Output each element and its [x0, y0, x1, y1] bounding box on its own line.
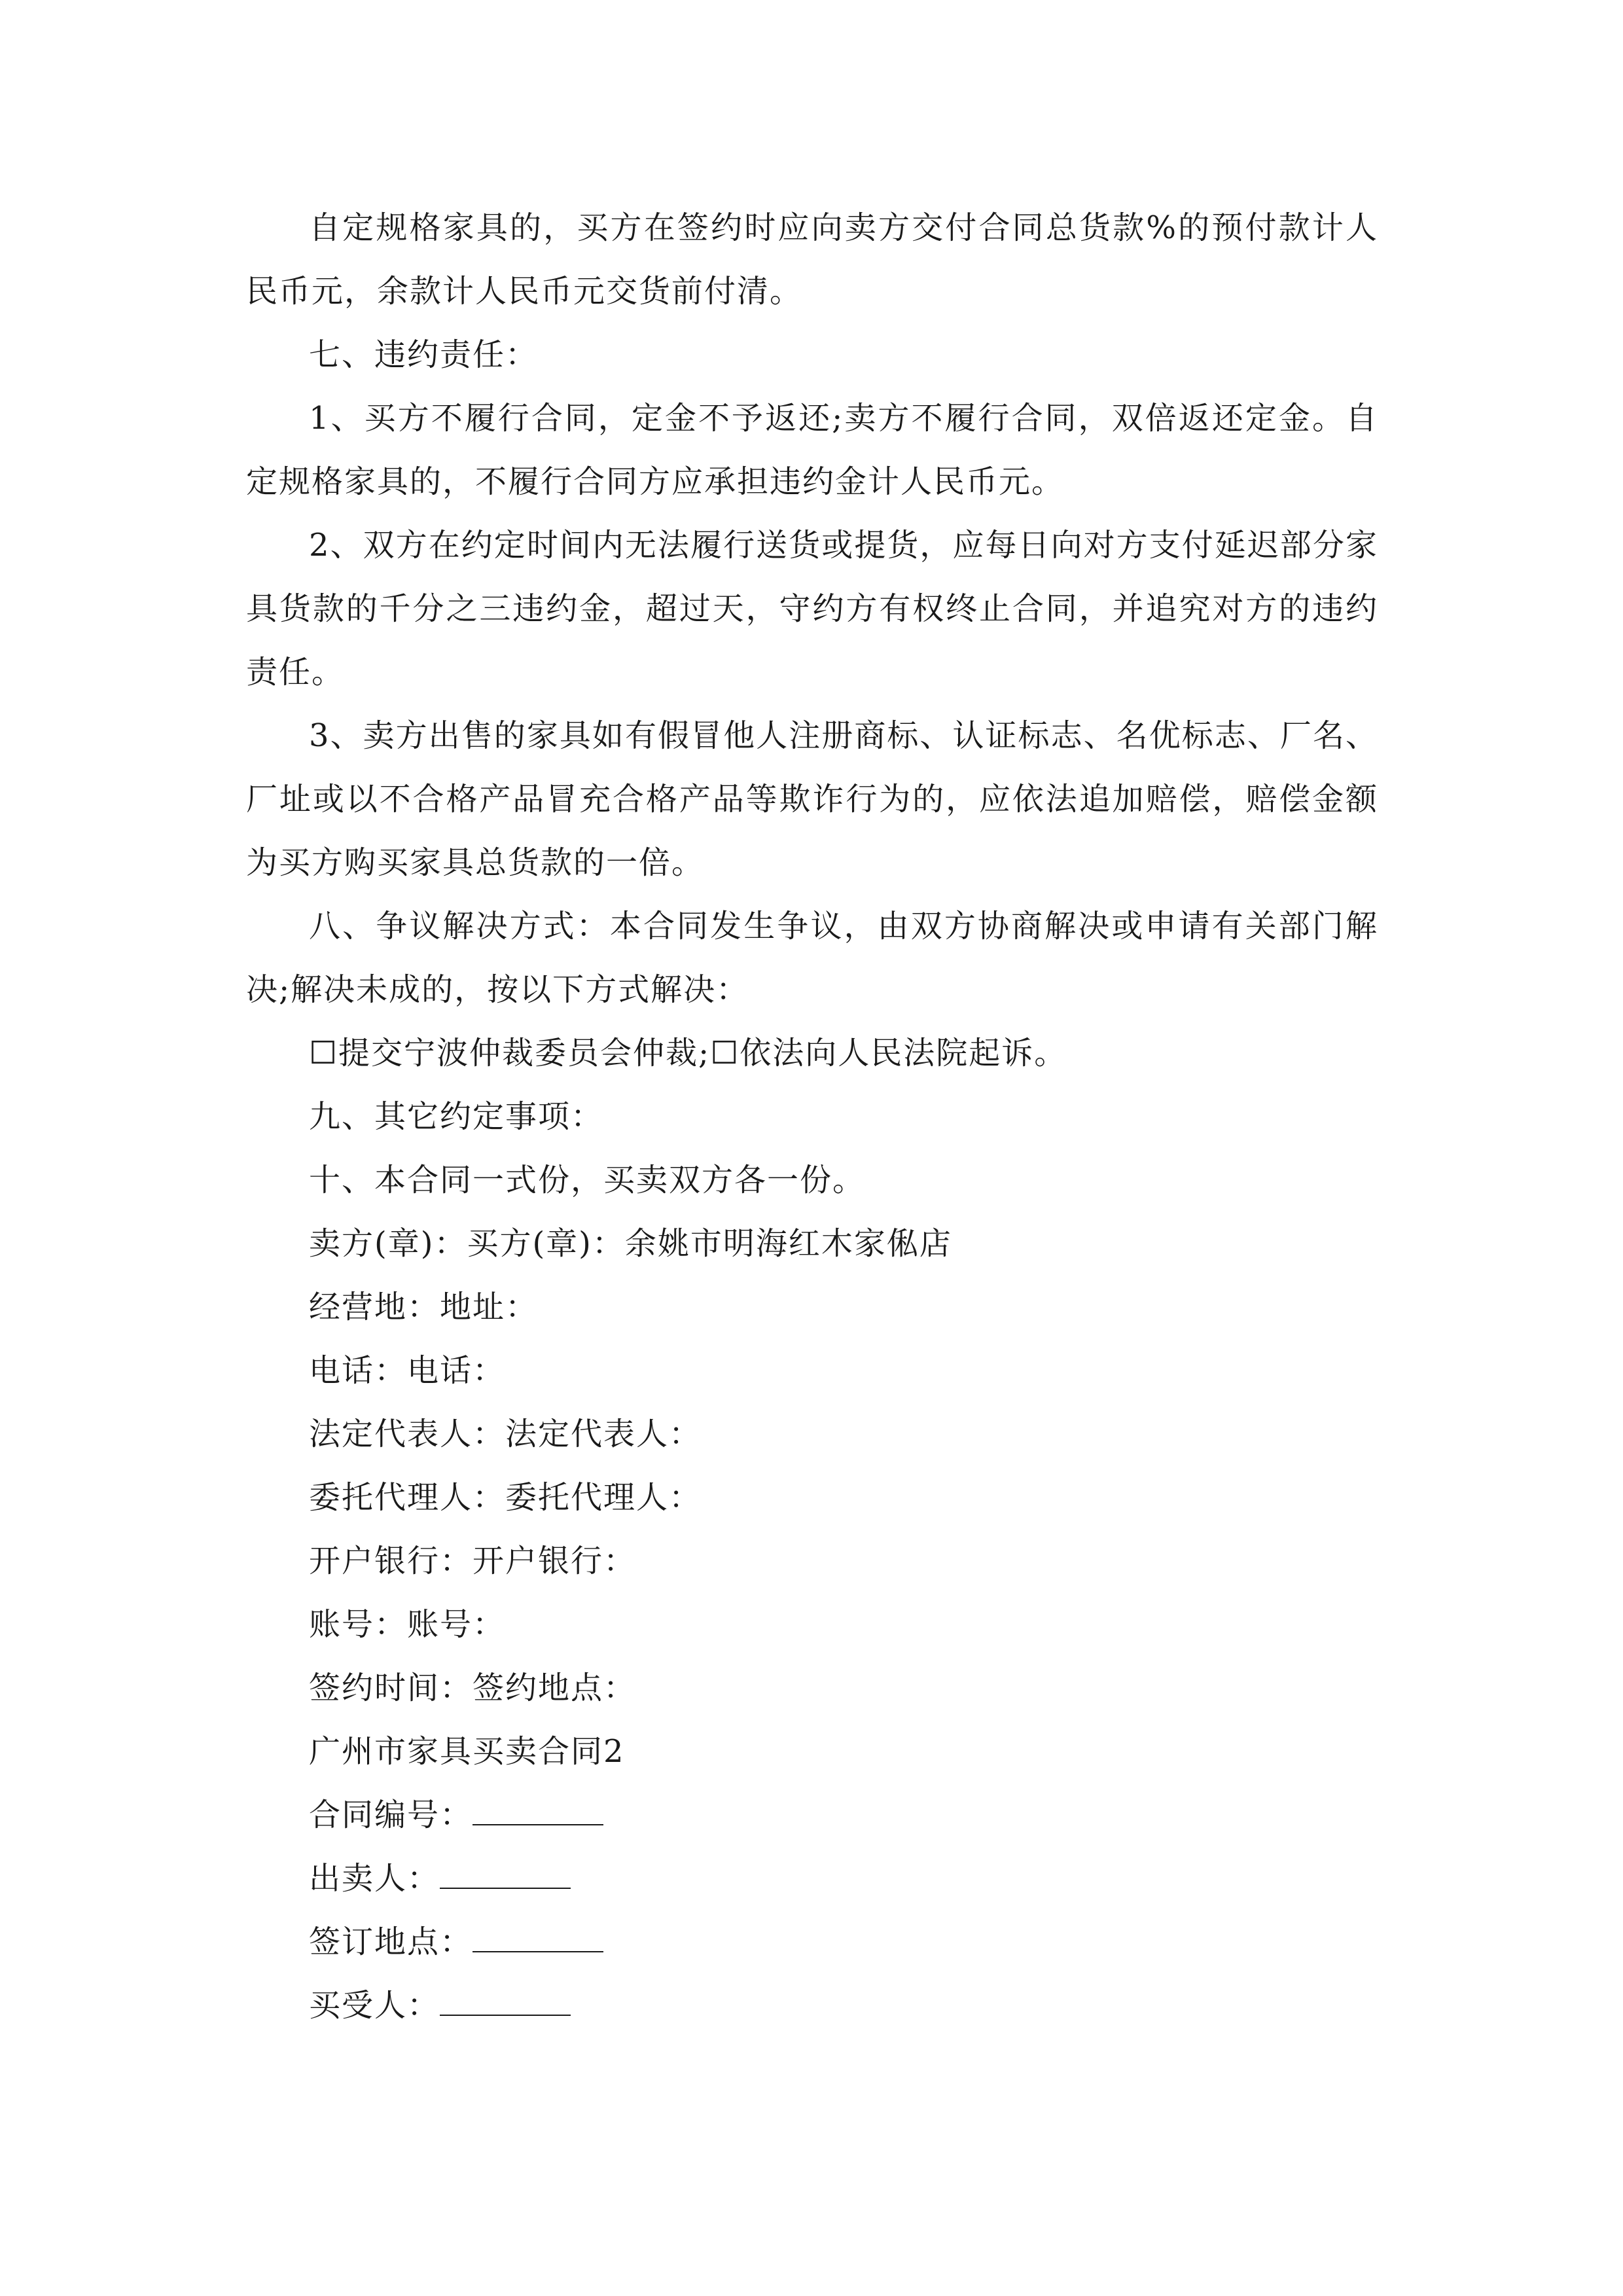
clause-7-2: 2、双方在约定时间内无法履行送货或提货，应每日向对方支付延迟部分家具货款的千分之三违约金，超过天，守约方有权终止合同，并追究对方的违约责任。	[246, 527, 1378, 691]
signature-account: 账号：账号：	[309, 1606, 506, 1643]
blank-line	[440, 1975, 571, 2016]
field-label: 合同编号：	[309, 1797, 473, 1833]
field-signing-place	[246, 1910, 1378, 1974]
section-9-heading: 九、其它约定事项：	[309, 1098, 604, 1135]
section-10-copies: 十、本合同一式份，买卖双方各一份。	[309, 1162, 866, 1198]
field-buyer	[246, 1974, 1378, 2037]
dispute-options: ☐提交宁波仲裁委员会仲裁;☐依法向人民法院起诉。	[309, 1035, 1067, 1071]
document-page	[246, 196, 1378, 2037]
section-7-heading: 七、违约责任：	[309, 336, 539, 373]
signature-legal-rep: 法定代表人：法定代表人：	[309, 1416, 702, 1452]
section-8-dispute: 八、争议解决方式：本合同发生争议，由双方协商解决或申请有关部门解决;解决未成的，按以下方式解决：	[246, 908, 1378, 1008]
contract-2-title: 广州市家具买卖合同2	[309, 1733, 625, 1770]
signature-bank: 开户银行：开户银行：	[309, 1543, 637, 1579]
field-label: 签订地点：	[309, 1924, 473, 1960]
blank-line	[440, 1848, 571, 1889]
blank-line	[473, 1785, 603, 1825]
field-label: 出卖人：	[309, 1860, 440, 1897]
field-label: 买受人：	[309, 1987, 440, 2024]
paragraph-prepayment: 自定规格家具的，买方在签约时应向卖方交付合同总货款%的预付款计人民币元，余款计人民币元交货前付清。	[246, 209, 1378, 310]
signature-time-place: 签约时间：签约地点：	[309, 1670, 637, 1706]
blank-line	[473, 1912, 603, 1952]
signature-agent: 委托代理人：委托代理人：	[309, 1479, 702, 1516]
signature-address: 经营地：地址：	[309, 1289, 539, 1325]
signature-parties: 卖方(章)：买方(章)：余姚市明海红木家俬店	[309, 1225, 952, 1262]
clause-7-3: 3、卖方出售的家具如有假冒他人注册商标、认证标志、名优标志、厂名、厂址或以不合格产品冒充合格产品等欺诈行为的，应依法追加赔偿，赔偿金额为买方购买家具总货款的一倍。	[246, 717, 1378, 881]
clause-7-1: 1、买方不履行合同，定金不予返还;卖方不履行合同，双倍返还定金。自定规格家具的，不履行合同方应承担违约金计人民币元。	[246, 400, 1378, 500]
field-contract-number	[246, 1784, 1378, 1847]
field-seller	[246, 1847, 1378, 1910]
signature-phone: 电话：电话：	[309, 1352, 506, 1389]
